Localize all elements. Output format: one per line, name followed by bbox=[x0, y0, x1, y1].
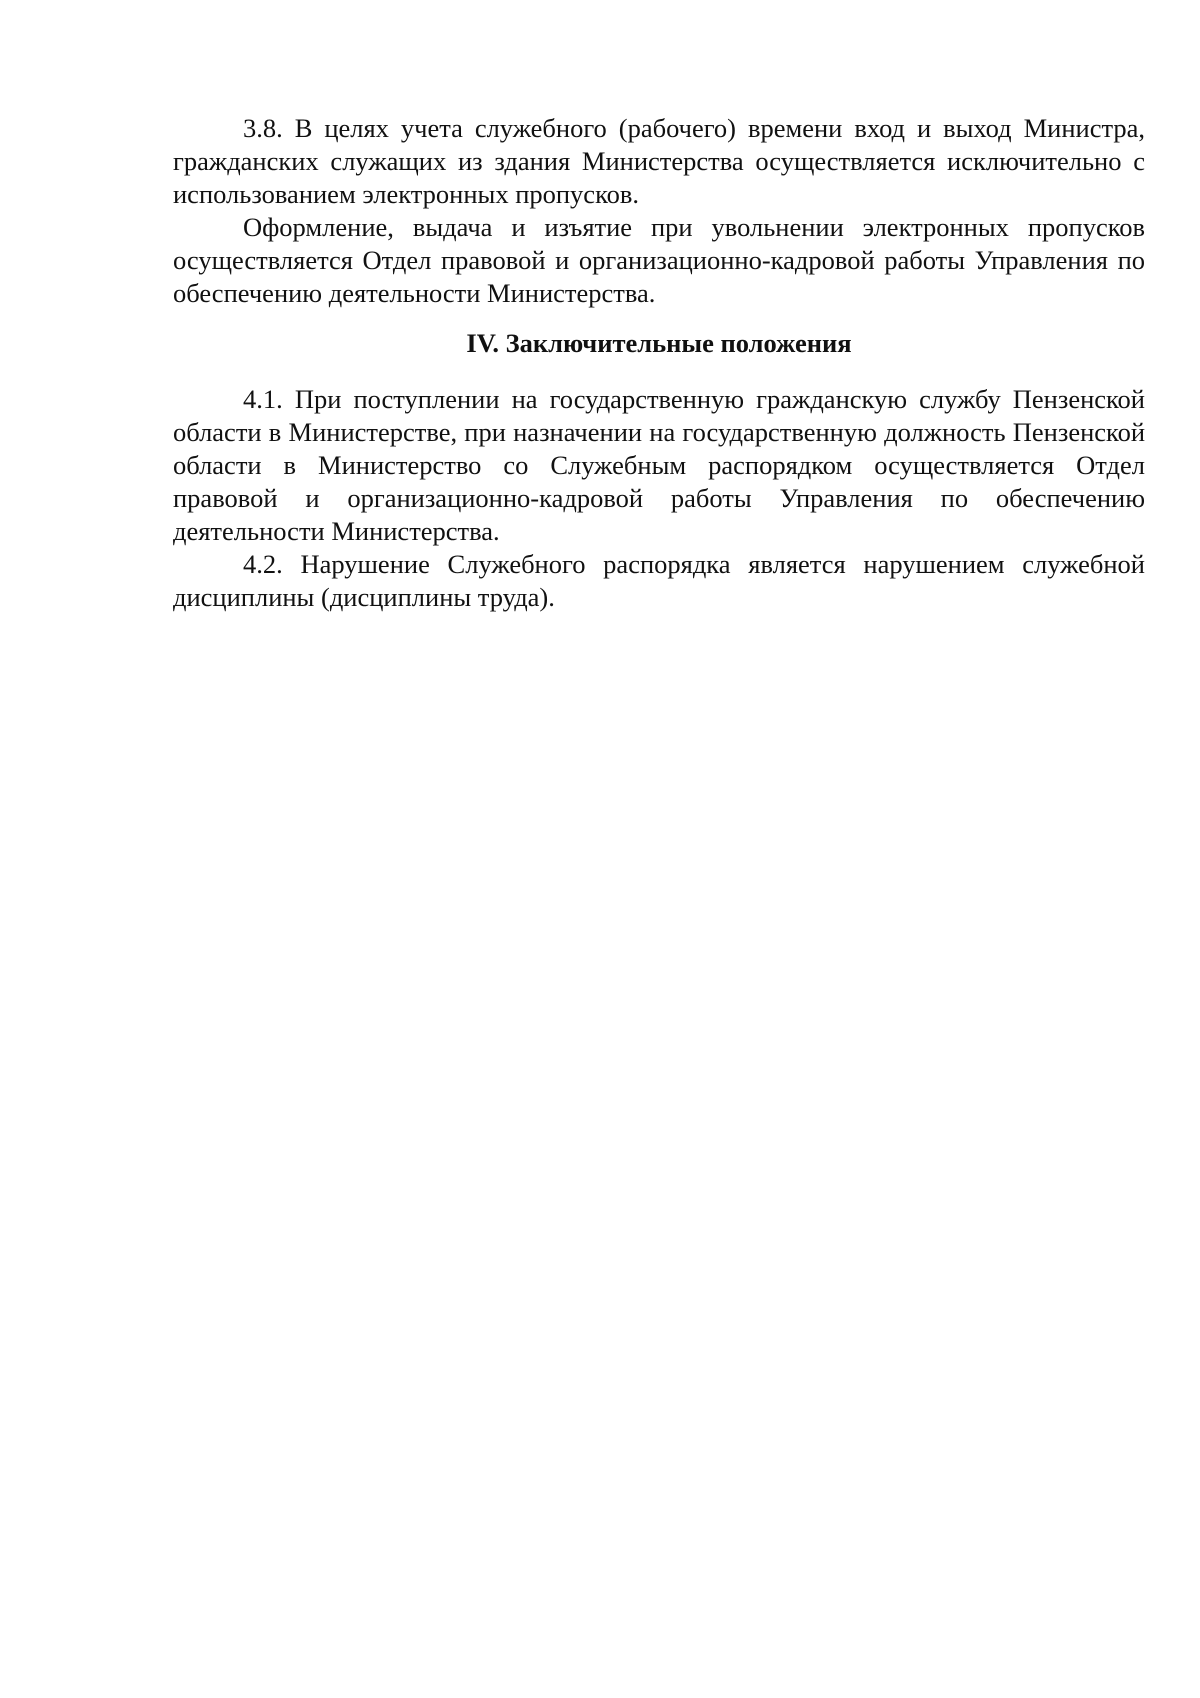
section-heading: IV. Заключительные положения bbox=[466, 328, 852, 358]
paragraph-3-8-continuation: Оформление, выдача и изъятие при увольнении электронных пропусков осуществляется Отдел правовой и организационно-кадровой работы Управления по обеспечению деятельности Министерства. bbox=[173, 212, 1145, 308]
paragraph-4-1: 4.1. При поступлении на государственную гражданскую службу Пензенской области в Министерстве, при назначении на государственную должность Пензенской области в Министерство со Служебным распорядком осуществляется Отдел правовой и организационно-кадровой работы Управления по обеспечению деятельности Министерства. bbox=[173, 384, 1145, 546]
paragraph-4-2: 4.2. Нарушение Служебного распорядка является нарушением служебной дисциплины (дисциплины труда). bbox=[173, 549, 1145, 612]
paragraph-3-8: 3.8. В целях учета служебного (рабочего) времени вход и выход Министра, гражданских служащих из здания Министерства осуществляется исключительно с использованием электронных пропусков. bbox=[173, 113, 1145, 209]
document-body bbox=[173, 112, 1145, 614]
